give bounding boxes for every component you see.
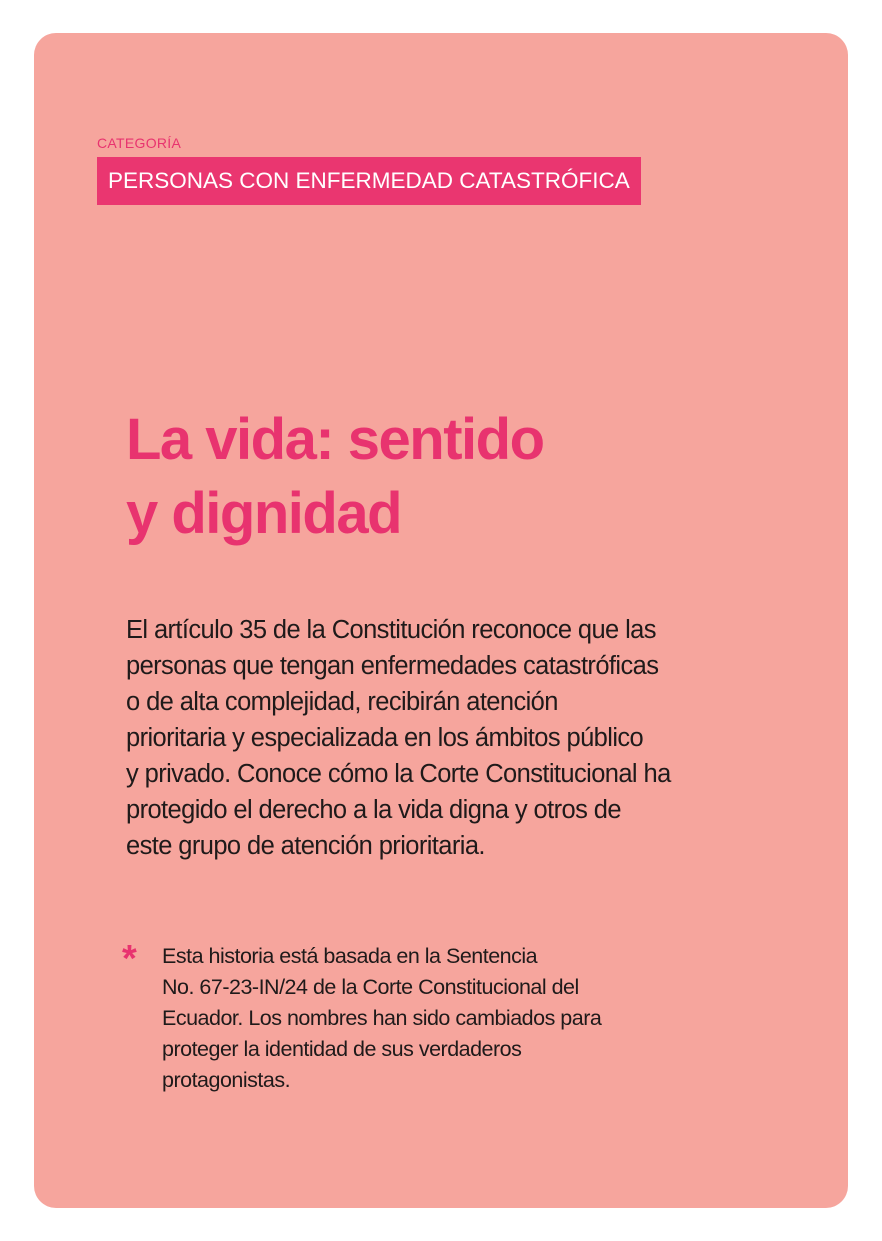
intro-paragraph xyxy=(126,612,766,864)
paragraph-line: o de alta complejidad, recibirán atención xyxy=(126,688,558,716)
paragraph-line: prioritaria y especializada en los ámbitos público xyxy=(126,724,644,752)
paragraph-line: este grupo de atención prioritaria. xyxy=(126,832,485,860)
asterisk-icon: * xyxy=(122,938,137,980)
paragraph-line: y privado. Conoce cómo la Corte Constitucional ha xyxy=(126,760,671,788)
category-label: CATEGORÍA xyxy=(97,135,182,151)
story-card xyxy=(34,33,848,1208)
category-badge: PERSONAS CON ENFERMEDAD CATASTRÓFICA xyxy=(97,157,641,205)
paragraph-line: El artículo 35 de la Constitución reconoce que las xyxy=(126,616,656,644)
title-line: y dignidad xyxy=(126,481,401,546)
page-title xyxy=(126,403,726,551)
note-line: Esta historia está basada en la Sentencia xyxy=(162,944,538,968)
note-line: No. 67-23-IN/24 de la Corte Constitucional del xyxy=(162,975,579,999)
paragraph-line: personas que tengan enfermedades catastróficas xyxy=(126,652,659,680)
title-line: La vida: sentido xyxy=(126,407,544,472)
note-line: Ecuador. Los nombres han sido cambiados para xyxy=(162,1006,602,1030)
source-note xyxy=(162,941,722,1096)
note-line: protagonistas. xyxy=(162,1068,291,1092)
paragraph-line: protegido el derecho a la vida digna y otros de xyxy=(126,796,621,824)
note-line: proteger la identidad de sus verdaderos xyxy=(162,1037,522,1061)
